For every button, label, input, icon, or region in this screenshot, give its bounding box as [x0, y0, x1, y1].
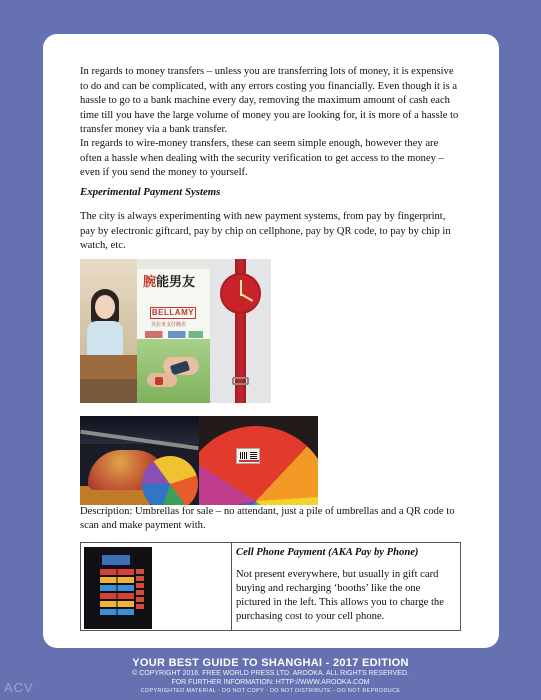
cell-phone-payment-table	[80, 542, 461, 631]
footer-rights-notice: COPYRIGHTED MATERIAL - DO NOT COPY - DO NOT DISTRIBUTE - DO NOT REPRODUCE	[140, 688, 401, 694]
paragraph-payment-systems: The city is always experimenting with new payment systems, from pay by fingerprint, pay by electronic giftcard, pay by chip on cellphone, pay by QR code, to pay by chip in watch, etc.	[80, 211, 451, 251]
paragraph-wire-transfers: In regards to wire-money transfers, these can seem simple enough, however they are often a hassle when dealing with the security verification to get access to the money – even if you send the money to yourself.	[80, 138, 444, 178]
section-heading: Experimental Payment Systems	[80, 186, 221, 198]
poster-brand: BELLAMY	[151, 308, 195, 317]
table-divider	[231, 543, 232, 630]
photo-bellamy-poster	[137, 259, 210, 403]
photo-umbrella-qr-code	[199, 416, 318, 505]
paragraph-money-transfers: In regards to money transfers – unless you are transferring lots of money, it is expensive to do and can be complicated, with any errors costing you financially. Even though it is a hassle to go to a bank machine every day, removing the maximum amount of cash each time till you have the large volume of money you are looking for, it is more of a hassle to transfer money via a bank transfer.	[80, 66, 459, 135]
photo-payment-kiosk	[84, 547, 152, 629]
poster-subtitle: 贝拉米支付腕表	[151, 322, 187, 328]
footer-title: YOUR BEST GUIDE TO SHANGHAI - 2017 EDITION	[132, 657, 409, 669]
page-card	[43, 34, 499, 648]
poster-title: 腕能男友	[143, 275, 196, 290]
photo-red-watch	[210, 259, 271, 403]
poster-logos	[145, 331, 203, 338]
qr-code-card	[236, 448, 260, 464]
footer-website-link[interactable]: FOR FURTHER INFORMATION: HTTP://WWW.AROOKA.COM	[171, 679, 370, 686]
umbrella-icon	[142, 456, 198, 505]
watch-icon	[220, 273, 261, 314]
table-cell-text: Not present everywhere, but usually in gift card buying and recharging ‘booths’ like the one pictured in the left. This allows you to charge the purchasing cost to your cell phone.	[236, 569, 444, 622]
watermark-logo: ACV	[4, 680, 34, 695]
photo-caption: Description: Umbrellas for sale – no attendant, just a pile of umbrellas and a QR code to scan and make payment with.	[80, 506, 455, 531]
footer-copyright: © COPYRIGHT 2016. FREE WORLD PRESS LTD. AROOKA. ALL RIGHTS RESERVED.	[132, 670, 409, 677]
photo-woman-with-watch	[80, 259, 137, 403]
photo-umbrella-pile	[80, 416, 199, 505]
table-cell-title: Cell Phone Payment (AKA Pay by Phone)	[236, 547, 419, 558]
